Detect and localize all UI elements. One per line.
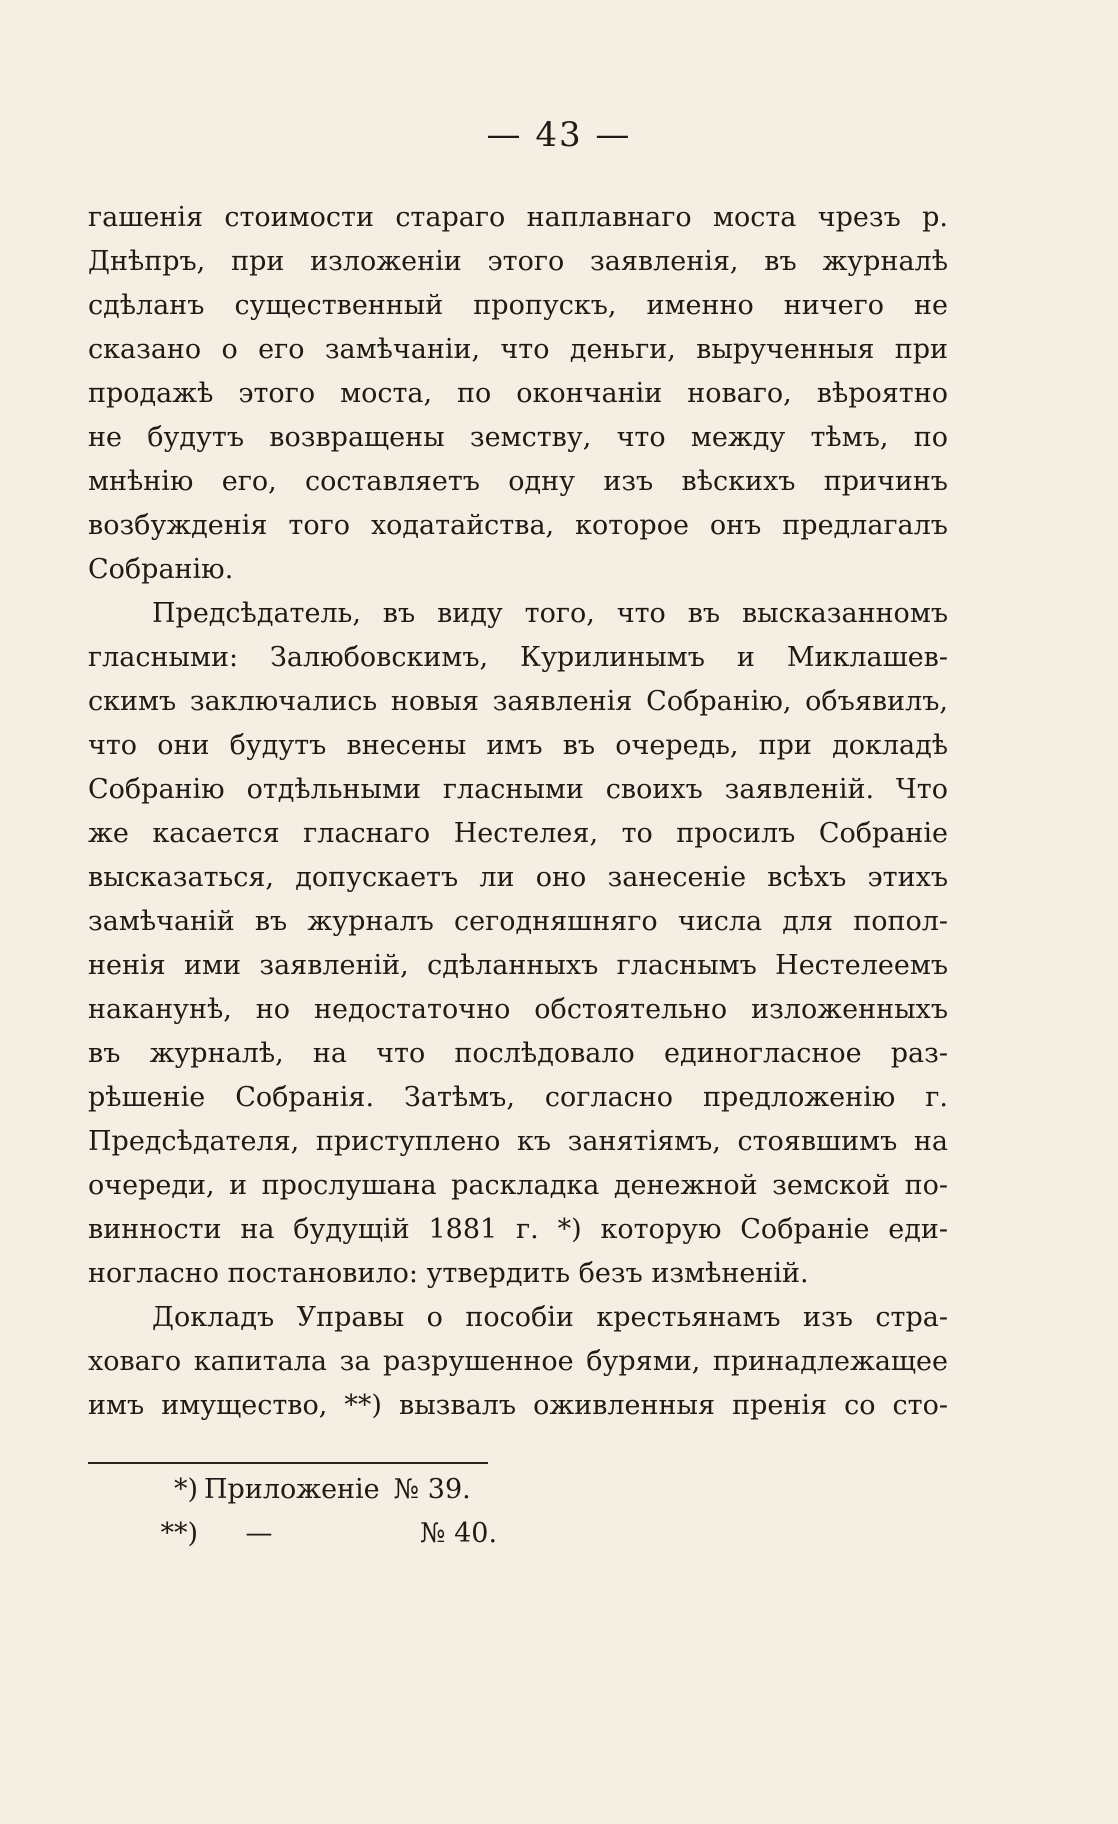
text-line: продажѣ этого моста, по окончаніи новаго, вѣроятно <box>88 378 948 409</box>
text-line: гашенія стоимости стараго наплавнаго моста чрезъ р. <box>88 202 948 233</box>
text-line: же касается гласнаго Нестелея, то просилъ Собраніе <box>88 818 948 849</box>
text-line: въ журналѣ, на что послѣдовало единогласное раз- <box>88 1038 948 1069</box>
footnote-divider <box>88 1462 488 1464</box>
text-line: высказаться, допускаетъ ли оно занесеніе всѣхъ этихъ <box>88 862 948 893</box>
text-line: мнѣнію его, составляетъ одну изъ вѣскихъ причинъ <box>88 466 948 497</box>
text-line: возбужденія того ходатайства, которое онъ предлагалъ <box>88 510 948 541</box>
text-line: Собранію отдѣльными гласными своихъ заявленій. Что <box>88 774 948 805</box>
footnote <box>88 1468 948 1512</box>
text-line: Докладъ Управы о пособіи крестьянамъ изъ стра- <box>152 1302 948 1333</box>
text-line: скимъ заключались новыя заявленія Собранію, объявилъ, <box>88 686 948 717</box>
footnote <box>88 1512 948 1556</box>
text-line: наканунѣ, но недостаточно обстоятельно изложенныхъ <box>88 994 948 1025</box>
text-line: Днѣпръ, при изложеніи этого заявленія, въ журналѣ <box>88 246 948 277</box>
footnotes <box>88 1468 948 1556</box>
text-line: не будутъ возвращены земству, что между тѣмъ, по <box>88 422 948 453</box>
main-text <box>88 196 948 1428</box>
text-line: что они будутъ внесены имъ въ очередь, при докладѣ <box>88 730 948 761</box>
footnote-label: Приложеніе <box>204 1474 380 1505</box>
text-line: ненія ими заявленій, сдѣланныхъ гласнымъ Нестелеемъ <box>88 950 948 981</box>
text-line: Предсѣдатель, въ виду того, что въ высказанномъ <box>152 598 948 629</box>
text-line: Предсѣдателя, приступлено къ занятіямъ, стоявшимъ на <box>88 1126 948 1157</box>
text-line: замѣчаній въ журналъ сегодняшняго числа для попол- <box>88 906 948 937</box>
footnote-mark: **) <box>160 1518 198 1549</box>
text-line: сдѣланъ существенный пропускъ, именно ничего не <box>88 290 948 321</box>
text-line: ногласно постановило: утвердить безъ измѣненій. <box>88 1258 809 1289</box>
text-line: имъ имущество, **) вызвалъ оживленныя пренія со сто- <box>88 1390 948 1421</box>
text-line: ховаго капитала за разрушенное бурями, принадлежащее <box>88 1346 948 1377</box>
footnote-dash: — <box>245 1518 273 1549</box>
footnote-mark: *) <box>173 1474 198 1505</box>
page-number: — 43 — <box>486 115 632 155</box>
text-line: Собранію. <box>88 554 234 585</box>
footnote-number: № 39. <box>393 1474 471 1505</box>
text-line: рѣшеніе Собранія. Затѣмъ, согласно предложенію г. <box>88 1082 948 1113</box>
text-line: очереди, и прослушана раскладка денежной земской по- <box>88 1170 948 1201</box>
text-line: сказано о его замѣчаніи, что деньги, вырученныя при <box>88 334 948 365</box>
text-line: гласными: Залюбовскимъ, Курилинымъ и Миклашев- <box>88 642 948 673</box>
footnote-number: № 40. <box>420 1518 498 1549</box>
text-line: винности на будущій 1881 г. *) которую Собраніе еди- <box>88 1214 948 1245</box>
